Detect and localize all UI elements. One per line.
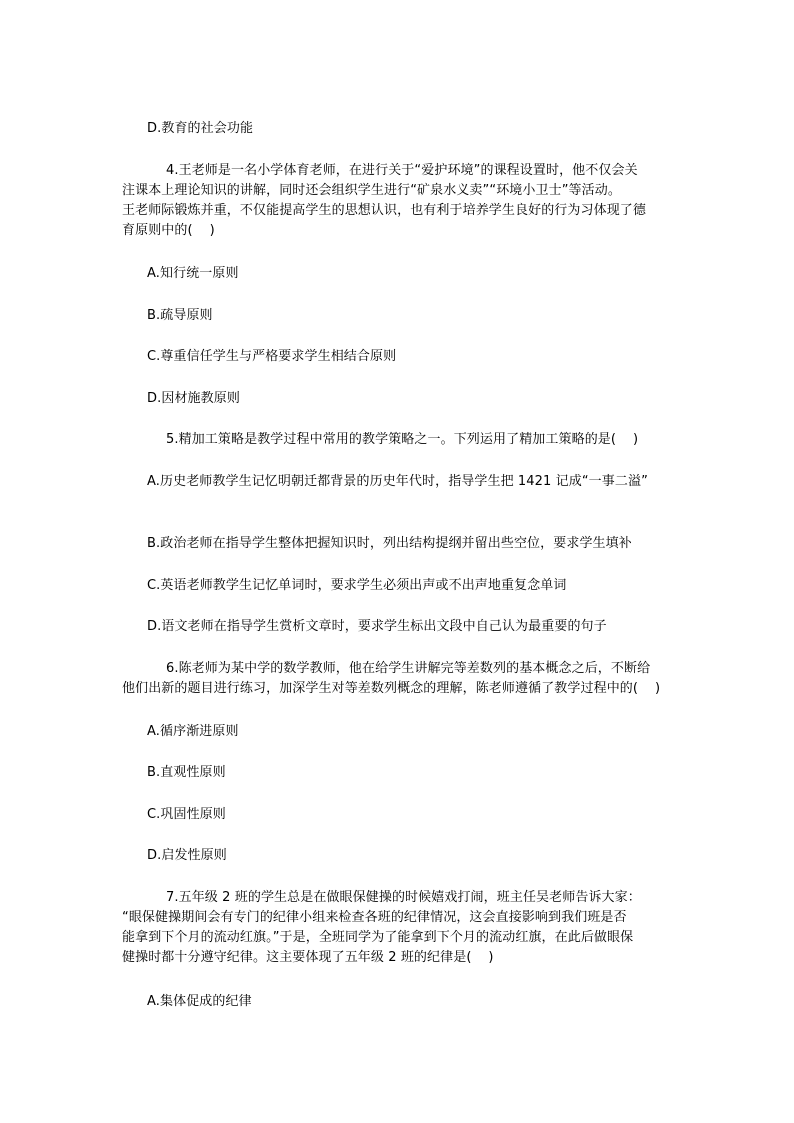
q7-stem-line-3: 能拿到下个月的流动红旗。”于是，全班同学为了能拿到下个月的流动红旗，在此后做眼保: [122, 930, 634, 945]
q6-stem-line-2: 他们出新的题目进行练习，加深学生对等差数列概念的理解，陈老师遵循了教学过程中的( ): [122, 681, 661, 696]
q4-stem-line-4: 育原则中的( ): [122, 223, 215, 238]
q6-stem-line-1: 6.陈老师为某中学的数学教师，他在给学生讲解完等差数列的基本概念之后，不断给: [166, 661, 651, 676]
q7-option-a: A.集体促成的纪律: [147, 994, 252, 1009]
q6-option-c: C.巩固性原则: [147, 807, 226, 822]
q7-stem-line-1: 7.五年级 2 班的学生总是在做眼保健操的时候嬉戏打闹，班主任吴老师告诉大家：: [166, 890, 641, 905]
q4-option-d: D.因材施教原则: [147, 391, 240, 406]
q5-option-d: D.语文老师在指导学生赏析文章时，要求学生标出文段中自己认为最重要的句子: [147, 619, 607, 634]
q6-option-b: B.直观性原则: [147, 765, 226, 780]
q5-option-c: C.英语老师教学生记忆单词时，要求学生必须出声或不出声地重复念单词: [147, 578, 567, 593]
q5-option-a: A.历史老师教学生记忆明朝迁都背景的历史年代时，指导学生把 1421 记成“一事二溢”: [147, 474, 648, 489]
q5-option-b: B.政治老师在指导学生整体把握知识时，列出结构提纲并留出些空位，要求学生填补: [147, 536, 632, 551]
q7-stem-line-4: 健操时都十分遵守纪律。这主要体现了五年级 2 班的纪律是( ): [122, 950, 494, 965]
q4-stem-line-1: 4.王老师是一名小学体育老师，在进行关于“爱护环境”的课程设置时，他不仅会关: [166, 163, 638, 178]
q4-option-a: A.知行统一原则: [147, 266, 239, 281]
q6-option-d: D.启发性原则: [147, 848, 227, 863]
q5-stem-line-1: 5.精加工策略是教学过程中常用的教学策略之一。下列运用了精加工策略的是( ): [166, 432, 639, 447]
q7-stem-line-2: “眼保健操期间会有专门的纪律小组来检查各班的纪律情况，这会直接影响到我们班是否: [122, 910, 627, 925]
q6-option-a: A.循序渐进原则: [147, 724, 239, 739]
q4-option-c: C.尊重信任学生与严格要求学生相结合原则: [147, 349, 397, 364]
q4-stem-line-3: 王老师际锻炼并重，不仅能提高学生的思想认识，也有利于培养学生良好的行为习体现了德: [122, 203, 647, 218]
q4-option-b: B.疏导原则: [147, 308, 213, 323]
q4-stem-line-2: 注课本上理论知识的讲解，同时还会组织学生进行“矿泉水义卖”“环境小卫士”等活动。: [122, 183, 621, 198]
q3-option-d: D.教育的社会功能: [147, 121, 254, 136]
